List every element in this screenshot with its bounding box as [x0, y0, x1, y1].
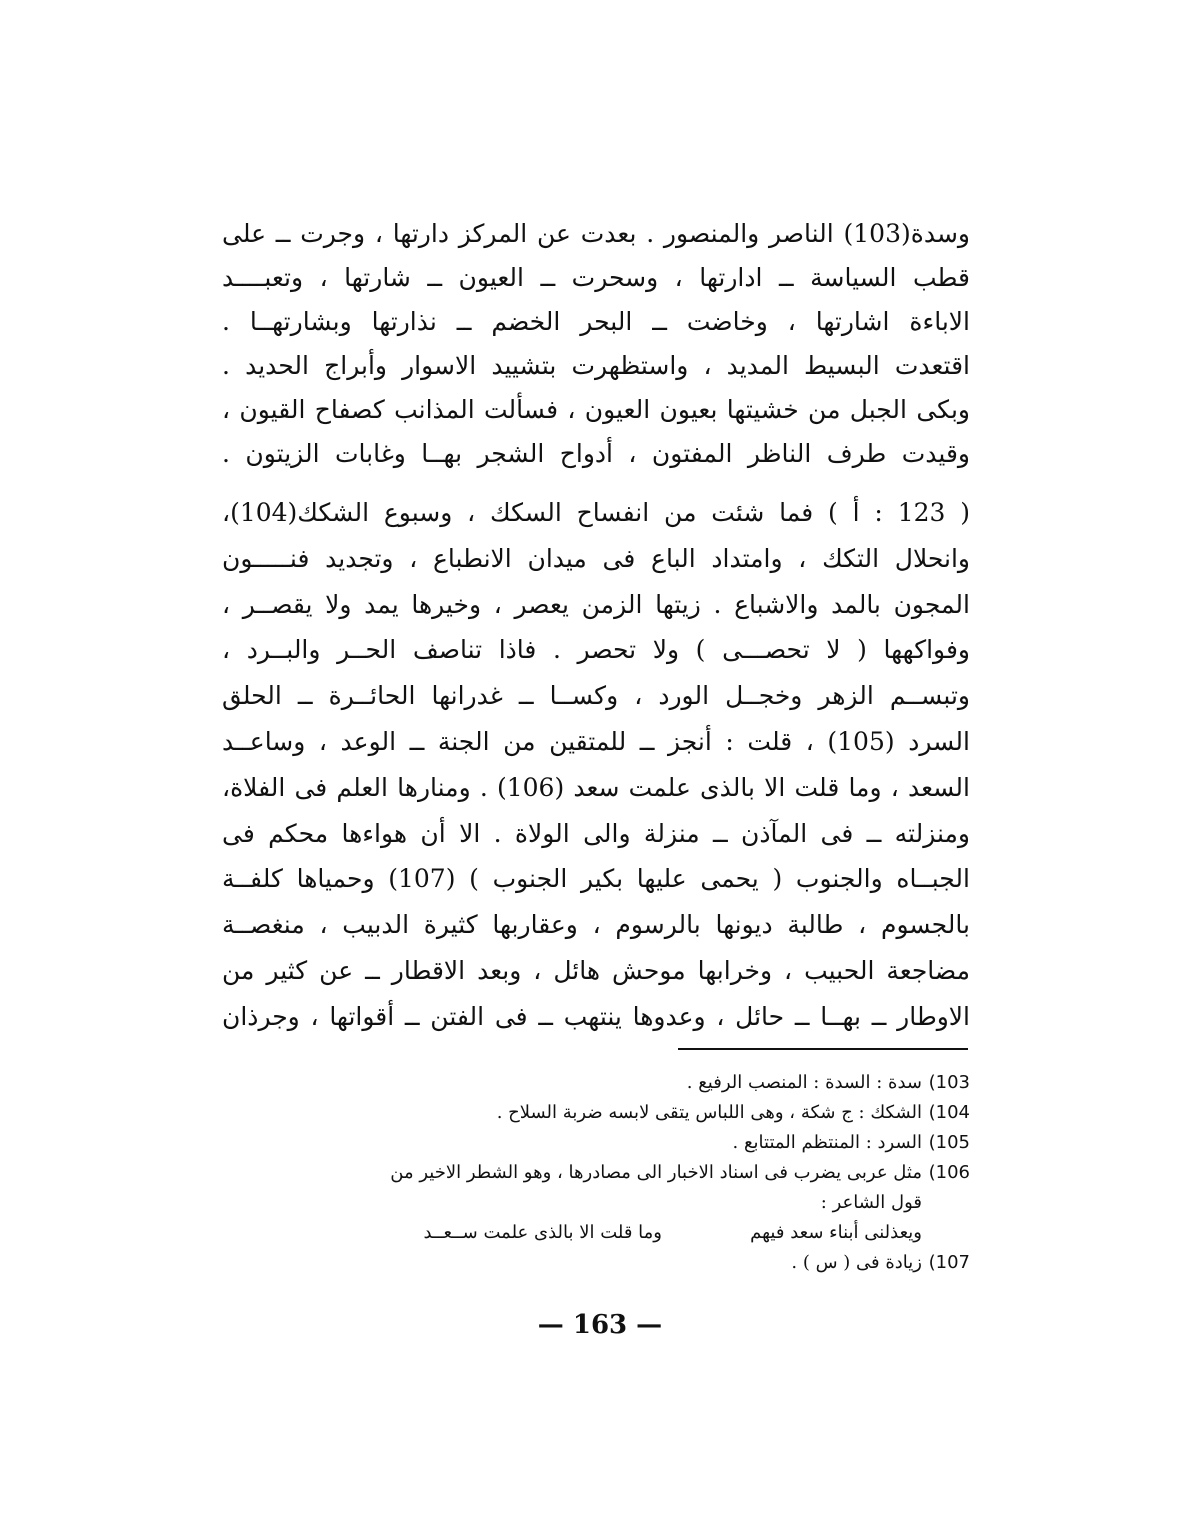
text-line: قطب السياسة ــ ادارتها ، وسحرت ــ العيون ــ شارتها ، وتعبــــد — [222, 263, 970, 292]
footnote-text: زيادة فى ( س ) . — [791, 1252, 922, 1273]
verse-first-hemistich: ويعذلنى أبناء سعد فيهم — [750, 1222, 922, 1243]
paragraph-2 — [222, 490, 970, 1040]
text-line: المجون بالمد والاشباع . زيتها الزمن يعصر ، وخيرها يمد ولا يقصــر ، — [222, 589, 970, 619]
footnote — [222, 1158, 970, 1188]
verse-second-hemistich: وما قلت الا بالذى علمت ســعــد — [423, 1222, 662, 1243]
footnote-number: 103) — [928, 1072, 970, 1093]
footnote-number: 106) — [928, 1162, 970, 1183]
poetry-verse — [222, 1218, 970, 1248]
footnote-number: 104) — [928, 1102, 970, 1123]
text-line: وانحلال التكك ، وامتداد الباع فى ميدان الانطباع ، وتجديد فنـــــون — [222, 543, 970, 573]
footnote — [222, 1128, 970, 1158]
text-line: وبكى الجبل من خشيتها بعيون العيون ، فسألت المذانب كصفاح القيون ، — [222, 395, 970, 424]
footnote-text: سدة : السدة : المنصب الرفيع . — [686, 1072, 922, 1093]
footnote — [222, 1098, 970, 1128]
page-number: — 163 — — [537, 1310, 663, 1340]
footnote-divider — [678, 1048, 968, 1050]
text-line: الاباءة اشارتها ، وخاضت ــ البحر الخضم ــ نذارتها وبشارتهــا . — [222, 307, 970, 336]
footnote-text: السرد : المنتظم المتتابع . — [732, 1132, 922, 1153]
text-line: مضاجعة الحبيب ، وخرابها موحش هائل ، وبعد الاقطار ــ عن كثير من — [222, 955, 970, 985]
text-line: وفواكهها ( لا تحصـــى ) ولا تحصر . فاذا تناصف الحــر والبــرد ، — [222, 635, 970, 665]
text-line: بالجسوم ، طالبة ديونها بالرسوم ، وعقاربها كثيرة الدبيب ، منغصــة — [222, 910, 970, 940]
footnote-number: 105) — [928, 1132, 970, 1153]
footnotes — [222, 1068, 970, 1278]
text-line: ومنزلته ــ فى المآذن ــ منزلة والى الولاة . الا أن هواءها محكم فى — [222, 818, 970, 848]
text-line: الاوطار ــ بهــا ــ حائل ، وعدوها ينتهب ــ فى الفتن ــ أقواتها ، وجرذان — [222, 1001, 970, 1031]
text-line: وقيدت طرف الناظر المفتون ، أدواح الشجر بهــا وغابات الزيتون . — [222, 439, 970, 468]
paragraph-1 — [222, 212, 970, 476]
footnote — [222, 1068, 970, 1098]
text-line: السعد ، وما قلت الا بالذى علمت سعد (106) . ومنارها العلم فى الفلاة، — [222, 772, 970, 802]
text-line: السرد (105) ، قلت : أنجز ــ للمتقين من الجنة ــ الوعد ، وساعــد — [222, 726, 970, 756]
text-line: اقتعدت البسيط المديد ، واستظهرت بتشييد الاسوار وأبراج الحديد . — [222, 351, 970, 380]
text-line: وسدة(103) الناصر والمنصور . بعدت عن المركز دارتها ، وجرت ــ على — [222, 219, 970, 248]
text-line: ( 123 : أ ) فما شئت من انفساح السكك ، وسبوع الشكك(104)، — [222, 498, 970, 527]
footnote-text: مثل عربى يضرب فى اسناد الاخبار الى مصادرها ، وهو الشطر الاخير من — [390, 1162, 922, 1183]
footnote-continuation: قول الشاعر : — [820, 1192, 922, 1213]
footnote-text: الشكك : ج شكة ، وهى اللباس يتقى لابسه ضربة السلاح . — [496, 1102, 922, 1123]
footnote — [222, 1248, 970, 1278]
footnote-number: 107) — [928, 1252, 970, 1273]
text-line: الجبــاه والجنوب ( يحمى عليها بكير الجنوب ) (107) وحمياها كلفــة — [222, 864, 970, 894]
text-line: وتبســم الزهر وخجــل الورد ، وكســا ــ غدرانها الحائــرة ــ الحلق — [222, 681, 970, 711]
